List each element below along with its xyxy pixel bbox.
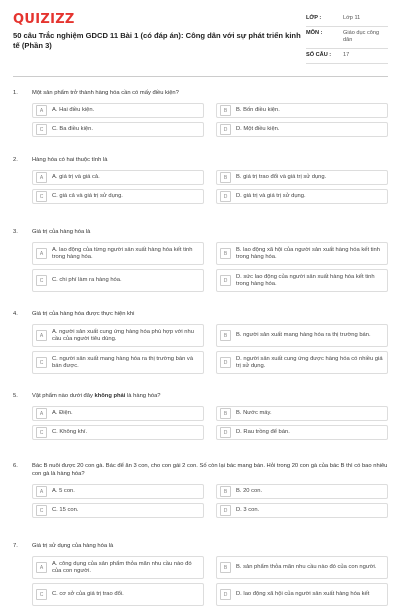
option-text: C. Ba điều kiện. (52, 126, 93, 132)
question-3 (13, 228, 388, 292)
question-2 (13, 156, 388, 204)
option-d[interactable] (216, 189, 388, 204)
option-letter: D (220, 191, 231, 202)
option-d[interactable] (216, 269, 388, 292)
option-letter: B (220, 486, 231, 497)
quizizz-logo: QUIZIZZ (13, 12, 75, 27)
question-number: 7. (13, 543, 18, 549)
question-number: 4. (13, 311, 18, 317)
option-letter: C (36, 124, 47, 135)
option-a[interactable] (32, 170, 204, 185)
option-d[interactable] (216, 122, 388, 137)
option-b[interactable] (216, 556, 388, 579)
question-text: Bác B nuôi được 20 con gà. Bác để ăn 3 con, cho con gái 2 con. Số còn lại bác mang bán. Hỏi trong 20 con gà của bác B thì có bao nhiêu con gà là hàng hóa? (32, 463, 388, 477)
option-letter: C (36, 427, 47, 438)
option-letter: A (36, 486, 47, 497)
meta-table (306, 12, 388, 64)
question-1 (13, 89, 388, 137)
question-text: Giá trị sử dụng của hàng hóa là (32, 543, 114, 549)
option-a[interactable] (32, 242, 204, 265)
option-text: B. sản phẩm thỏa mãn nhu cầu nào đó của con người. (236, 564, 377, 570)
option-b[interactable] (216, 242, 388, 265)
option-letter: B (220, 172, 231, 183)
option-d[interactable] (216, 425, 388, 440)
option-text: A. Điện. (52, 410, 73, 416)
option-text: C. giá cả và giá trị sử dụng. (52, 193, 123, 199)
option-letter: B (220, 562, 231, 573)
option-letter: C (36, 357, 47, 368)
option-c[interactable] (32, 425, 204, 440)
option-text: B. Bốn điều kiện. (236, 107, 280, 113)
option-text: A. người sản xuất cung ứng hàng hóa phù hợp với nhu cầu của người tiêu dùng. (52, 328, 194, 342)
option-letter: D (220, 589, 231, 600)
option-letter: A (36, 408, 47, 419)
question-5 (13, 392, 388, 440)
option-text: B. Nước máy. (236, 410, 272, 416)
option-letter: C (36, 505, 47, 516)
meta-label: SỐ CÂU : (306, 52, 332, 58)
option-text: D. giá trị và giá trị sử dụng. (236, 193, 306, 199)
meta-value: Giáo dục công dân (343, 30, 380, 43)
option-text: A. 5 con. (52, 488, 75, 494)
option-text: C. 15 con. (52, 507, 79, 513)
meta-label: MÔN : (306, 30, 323, 36)
option-text: D. Rau trồng để bán. (236, 429, 290, 435)
option-letter: A (36, 562, 47, 573)
option-b[interactable] (216, 103, 388, 118)
option-letter: A (36, 172, 47, 183)
question-4 (13, 310, 388, 374)
question-number: 5. (13, 393, 18, 399)
option-text: D. 3 con. (236, 507, 260, 513)
option-letter: D (220, 357, 231, 368)
meta-label: LỚP : (306, 15, 322, 21)
option-d[interactable] (216, 503, 388, 518)
option-b[interactable] (216, 406, 388, 421)
question-text: Giá trị của hàng hóa là (32, 229, 91, 235)
option-a[interactable] (32, 406, 204, 421)
option-text: D. người sản xuất cung ứng được hàng hóa có nhiều giá trị sử dụng. (236, 355, 383, 369)
meta-row-subject (306, 27, 388, 49)
option-text: C. cơ sở của giá trị trao đổi. (52, 591, 124, 597)
question-number: 2. (13, 157, 18, 163)
question-number: 3. (13, 229, 18, 235)
question-text-emphasis: không phải (94, 393, 126, 399)
option-text: D. sức lao động của người sản xuất hàng hóa kết tinh trong hàng hóa. (236, 273, 375, 287)
option-letter: B (220, 248, 231, 259)
option-letter: C (36, 275, 47, 286)
option-letter: D (220, 275, 231, 286)
option-letter: A (36, 330, 47, 341)
option-a[interactable] (32, 324, 204, 347)
option-a[interactable] (32, 556, 204, 579)
option-text: B. lao động xã hội của người sản xuất hàng hóa kết tinh trong hàng hóa. (236, 246, 381, 260)
option-text: C. chi phí làm ra hàng hóa. (52, 277, 122, 283)
option-text: C. người sản xuất mang hàng hóa ra thị trường bán và bán được. (52, 355, 194, 369)
option-letter: B (220, 330, 231, 341)
question-text-part: Vật phẩm nào dưới đây (32, 393, 95, 399)
option-letter: D (220, 505, 231, 516)
option-d[interactable] (216, 351, 388, 374)
option-text: A. công dụng của sản phẩm thỏa mãn nhu cầu nào đó của con người. (52, 560, 192, 574)
option-a[interactable] (32, 484, 204, 499)
option-text: D. Một điều kiện. (236, 126, 280, 132)
option-c[interactable] (32, 351, 204, 374)
option-letter: C (36, 191, 47, 202)
option-c[interactable] (32, 503, 204, 518)
option-text: A. Hai điều kiện. (52, 107, 95, 113)
meta-value: 17 (343, 52, 350, 58)
option-d[interactable] (216, 583, 388, 606)
option-text: A. lao động của từng người sản xuất hàng hóa kết tinh trong hàng hóa. (52, 246, 193, 260)
question-text: Một sản phẩm trở thành hàng hóa cần có mấy điều kiện? (32, 90, 179, 96)
option-text: D. lao động xã hội của người sản xuất hàng hóa kết (236, 591, 370, 597)
question-number: 6. (13, 463, 18, 469)
option-letter: B (220, 408, 231, 419)
option-letter: A (36, 105, 47, 116)
meta-value: Lớp 11 (343, 15, 361, 21)
option-text: C. Không khí. (52, 429, 88, 435)
question-6 (13, 462, 388, 518)
option-c[interactable] (32, 269, 204, 292)
option-letter: A (36, 248, 47, 259)
question-7 (13, 542, 388, 606)
option-a[interactable] (32, 103, 204, 118)
option-text: A. giá trị và giá cả. (52, 174, 100, 180)
header-divider (13, 76, 388, 77)
option-letter: B (220, 105, 231, 116)
option-c[interactable] (32, 583, 204, 606)
option-letter: D (220, 427, 231, 438)
meta-row-count (306, 49, 388, 64)
question-text: Hàng hóa có hai thuộc tính là (32, 157, 108, 163)
option-text: B. 20 con. (236, 488, 263, 494)
option-b[interactable] (216, 324, 388, 347)
option-text: B. người sản xuất mang hàng hóa ra thị trường bán. (236, 332, 371, 338)
option-b[interactable] (216, 484, 388, 499)
meta-row-class (306, 12, 388, 27)
question-text (32, 392, 388, 400)
question-text: Giá trị của hàng hóa được thực hiện khi (32, 311, 135, 317)
question-text-part: là hàng hóa? (125, 393, 161, 399)
option-b[interactable] (216, 170, 388, 185)
option-c[interactable] (32, 189, 204, 204)
question-number: 1. (13, 90, 18, 96)
option-letter: C (36, 589, 47, 600)
page-title: 50 câu Trắc nghiệm GDCD 11 Bài 1 (có đáp án): Công dân với sự phát triển kinh tế (Phần 3) (13, 31, 301, 50)
option-letter: D (220, 124, 231, 135)
option-c[interactable] (32, 122, 204, 137)
option-text: B. giá trị trao đổi và giá trị sử dụng. (236, 174, 327, 180)
